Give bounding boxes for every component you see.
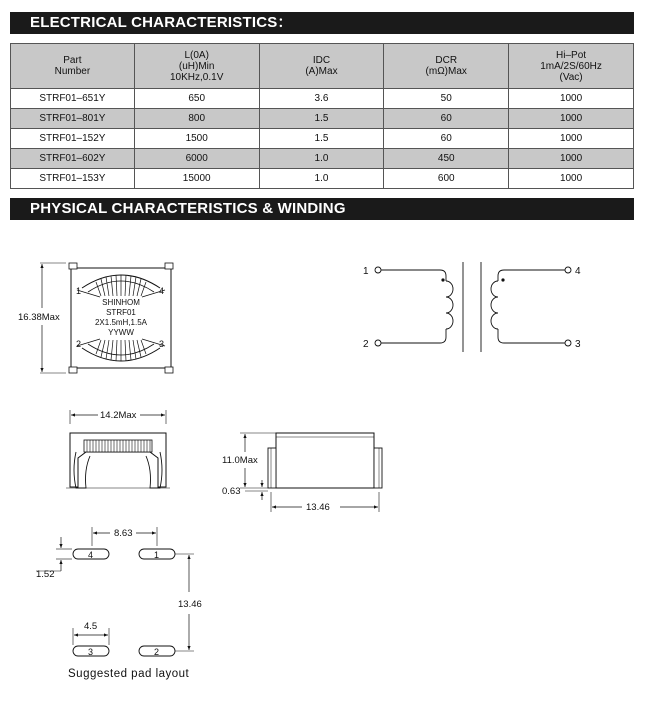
- cell-hipot: 1000: [509, 129, 634, 149]
- cell-part-number: STRF01–801Y: [11, 109, 135, 129]
- pad-width-dim: 4.5: [84, 621, 98, 632]
- table-row: [11, 149, 634, 169]
- side-view-drawing: [222, 433, 382, 513]
- cell-hipot: 1000: [509, 149, 634, 169]
- schematic-pin-4: 4: [575, 266, 581, 277]
- header-inductance: L(0A) (uH)Min 10KHz,0.1V: [134, 44, 259, 89]
- front-view-width-dim: 14.2Max: [100, 410, 137, 421]
- top-view-pin-1: 1: [76, 286, 82, 296]
- marking-line-2: STRF01: [106, 308, 136, 317]
- cell-dcr: 60: [384, 109, 509, 129]
- cell-part-number: STRF01–651Y: [11, 89, 135, 109]
- cell-inductance: 800: [134, 109, 259, 129]
- cell-hipot: 1000: [509, 89, 634, 109]
- cell-hipot: 1000: [509, 169, 634, 189]
- cell-dcr: 450: [384, 149, 509, 169]
- marking-line-4: YYWW: [108, 328, 134, 337]
- side-view-standoff-dim: 0.63: [222, 486, 241, 497]
- electrical-characteristics-banner: ELECTRICAL CHARACTERISTICS：: [10, 12, 634, 34]
- electrical-characteristics-table: [10, 43, 634, 189]
- pad-row-spacing-dim: 13.46: [178, 599, 202, 610]
- header-hipot: Hi–Pot 1mA/2S/60Hz (Vac): [509, 44, 634, 89]
- pad-height-dim: 1.52: [36, 569, 55, 580]
- top-view-pin-4: 4: [159, 286, 165, 296]
- pad-label-2: 2: [154, 647, 160, 657]
- table-row: [11, 169, 634, 189]
- cell-part-number: STRF01–152Y: [11, 129, 135, 149]
- pad-layout-caption: Suggested pad layout: [68, 668, 190, 680]
- table-row: [11, 109, 634, 129]
- cell-dcr: 50: [384, 89, 509, 109]
- side-view-height-dim: 11.0Max: [222, 455, 258, 466]
- cell-hipot: 1000: [509, 109, 634, 129]
- header-dcr: DCR (mΩ)Max: [384, 44, 509, 89]
- cell-dcr: 600: [384, 169, 509, 189]
- mechanical-drawings: [0, 222, 650, 707]
- cell-inductance: 15000: [134, 169, 259, 189]
- schematic-pin-1: 1: [363, 266, 369, 277]
- pad-label-1: 1: [154, 550, 160, 560]
- top-view-pin-2: 2: [76, 339, 82, 349]
- pad-label-4: 4: [88, 550, 94, 560]
- cell-idc: 1.5: [259, 109, 384, 129]
- winding-schematic: [363, 262, 581, 352]
- schematic-pin-2: 2: [363, 339, 369, 350]
- suggested-pad-layout: [36, 527, 202, 680]
- table-row: [11, 129, 634, 149]
- cell-idc: 1.5: [259, 129, 384, 149]
- marking-line-1: SHINHOM: [102, 298, 140, 307]
- side-view-length-dim: 13.46: [306, 502, 330, 513]
- table-row: [11, 89, 634, 109]
- top-view-pin-3: 3: [159, 339, 165, 349]
- marking-line-3: 2X1.5mH,1.5A: [94, 318, 148, 327]
- top-view-height-dim: 16.38Max: [18, 312, 60, 323]
- header-part-number: Part Number: [11, 44, 135, 89]
- pad-spacing-dim: 8.63: [114, 528, 133, 539]
- cell-idc: 3.6: [259, 89, 384, 109]
- physical-characteristics-banner: PHYSICAL CHARACTERISTICS & WINDING: [10, 198, 634, 220]
- schematic-pin-3: 3: [575, 339, 581, 350]
- top-view-drawing: [18, 263, 173, 373]
- cell-idc: 1.0: [259, 169, 384, 189]
- cell-inductance: 6000: [134, 149, 259, 169]
- cell-inductance: 650: [134, 89, 259, 109]
- cell-part-number: STRF01–153Y: [11, 169, 135, 189]
- cell-idc: 1.0: [259, 149, 384, 169]
- cell-part-number: STRF01–602Y: [11, 149, 135, 169]
- front-view-drawing: [66, 410, 170, 488]
- cell-inductance: 1500: [134, 129, 259, 149]
- pad-label-3: 3: [88, 647, 94, 657]
- header-idc: IDC (A)Max: [259, 44, 384, 89]
- table-header-row: [11, 44, 634, 89]
- cell-dcr: 60: [384, 129, 509, 149]
